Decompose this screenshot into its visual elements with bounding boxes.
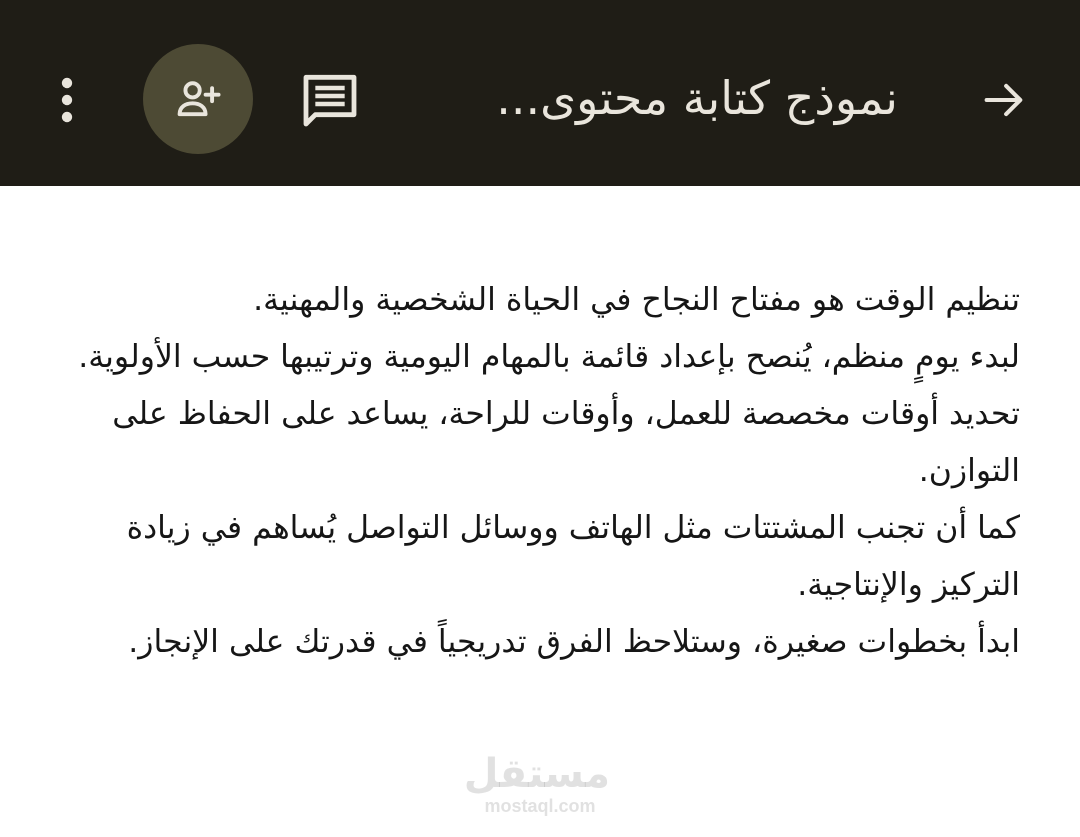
paragraph: تنظيم الوقت هو مفتاح النجاح في الحياة الشخصية والمهنية. xyxy=(253,282,1020,318)
paragraph: كما أن تجنب المشتتات مثل الهاتف ووسائل التواصل يُساهم في زيادة التركيز والإنتاجية. xyxy=(126,510,1020,603)
paragraph: ابدأ بخطوات صغيرة، وستلاحظ الفرق تدريجياً في قدرتك على الإنجاز. xyxy=(128,624,1020,660)
watermark-url: mostaql.com xyxy=(484,796,596,816)
more-vert-icon xyxy=(57,72,77,128)
comment-icon xyxy=(298,68,362,132)
document-body[interactable] xyxy=(70,272,1020,671)
arrow-right-icon xyxy=(978,74,1030,126)
paragraph: تحديد أوقات مخصصة للعمل، وأوقات للراحة، يساعد على الحفاظ على التوازن. xyxy=(112,396,1020,489)
watermark-logo: مستقل xyxy=(463,751,610,797)
top-app-bar xyxy=(0,0,1080,186)
watermark xyxy=(463,751,610,822)
paragraph: لبدء يومٍ منظم، يُنصح بإعداد قائمة بالمهام اليومية وترتيبها حسب الأولوية. xyxy=(78,339,1020,375)
back-button[interactable] xyxy=(966,62,1042,138)
comments-button[interactable] xyxy=(290,60,370,140)
document-title[interactable]: نموذج كتابة محتوى... xyxy=(496,71,898,125)
more-options-button[interactable] xyxy=(40,62,94,138)
person-add-icon xyxy=(172,73,224,125)
share-button[interactable] xyxy=(143,44,253,154)
